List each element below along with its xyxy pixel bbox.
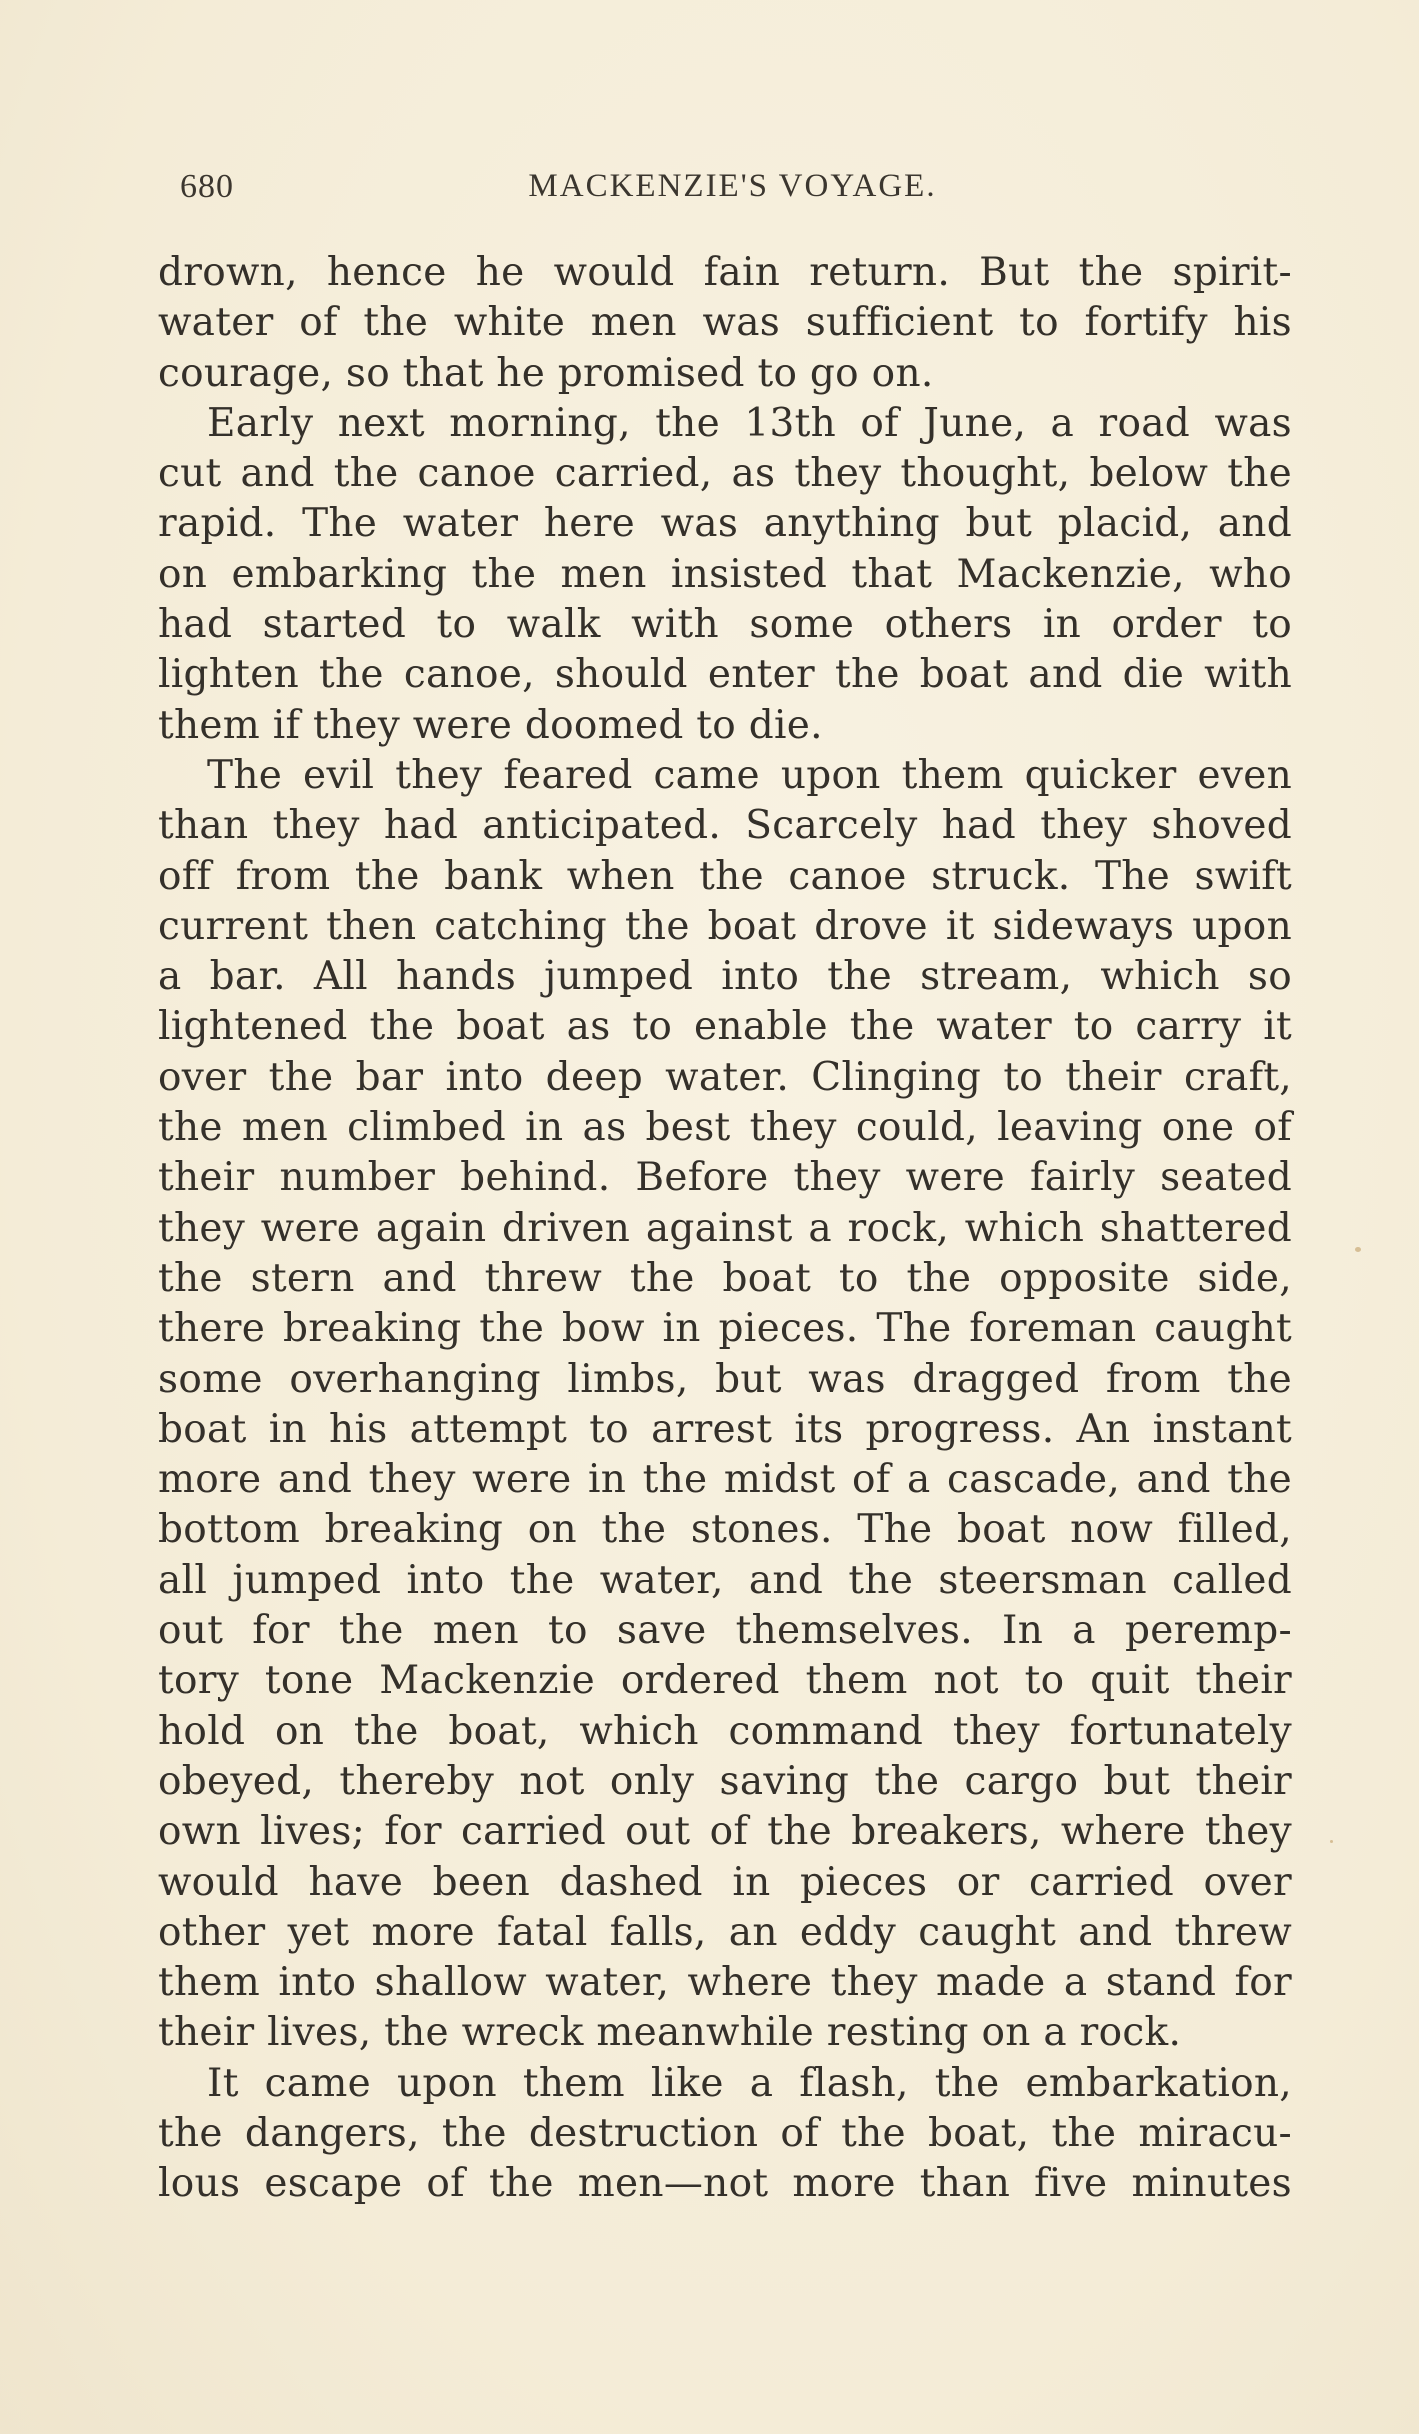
text-line: drown, hence he would fain return. But the spirit- (158, 250, 1292, 295)
page-number: 680 (180, 168, 234, 205)
text-line: would have been dashed in pieces or carried over (158, 1859, 1292, 1905)
text-line: than they had anticipated. Scarcely had they shoved (158, 803, 1292, 849)
paragraph (158, 399, 1292, 751)
text-line: a bar. All hands jumped into the stream, which so (158, 954, 1292, 1000)
text-line: rapid. The water here was anything but placid, and (158, 501, 1292, 547)
text-line: the dangers, the destruction of the boat, the miracu- (158, 2110, 1292, 2156)
running-title: MACKENZIE'S VOYAGE. (528, 168, 937, 204)
body-text (158, 248, 1292, 2210)
paper-speck (1355, 1247, 1361, 1252)
text-line: more and they were in the midst of a cascade, and the (158, 1457, 1292, 1503)
text-line: their lives, the wreck meanwhile resting on a rock. (158, 2010, 1182, 2056)
text-line: cut and the canoe carried, as they thought, below the (158, 451, 1292, 497)
text-line: The evil they feared came upon them quicker even (207, 752, 1292, 798)
paper-speck (1330, 1840, 1333, 1843)
text-line: off from the bank when the canoe struck. The swift (158, 853, 1292, 899)
text-line: other yet more fatal falls, an eddy caught and threw (158, 1909, 1292, 1955)
text-line: them into shallow water, where they made a stand for (158, 1960, 1292, 2006)
text-line: the stern and threw the boat to the opposite side, (158, 1255, 1292, 1301)
text-line: some overhanging limbs, but was dragged from the (158, 1356, 1292, 1402)
text-line: there breaking the bow in pieces. The foreman caught (158, 1306, 1292, 1352)
text-line: had started to walk with some others in order to (158, 602, 1292, 648)
paragraph (158, 2059, 1292, 2210)
text-line: lous escape of the men—not more than five minutes (158, 2161, 1292, 2207)
text-line: It came upon them like a flash, the embarkation, (207, 2060, 1292, 2106)
text-line: boat in his attempt to arrest its progress. An instant (158, 1406, 1292, 1452)
text-line: lightened the boat as to enable the water to carry it (158, 1004, 1292, 1050)
text-line: over the bar into deep water. Clinging to their craft, (158, 1054, 1292, 1100)
text-line: hold on the boat, which command they fortunately (158, 1708, 1292, 1754)
text-line: the men climbed in as best they could, leaving one of (158, 1105, 1292, 1151)
text-line: obeyed, thereby not only saving the cargo but their (158, 1758, 1292, 1804)
text-line: tory tone Mackenzie ordered them not to quit their (158, 1658, 1292, 1704)
text-line: them if they were doomed to die. (158, 702, 823, 748)
text-line: their number behind. Before they were fairly seated (158, 1155, 1292, 1201)
text-line: own lives; for carried out of the breakers, where they (158, 1809, 1292, 1855)
text-line: they were again driven against a rock, which shattered (158, 1205, 1292, 1251)
text-line: courage, so that he promised to go on. (158, 350, 934, 396)
text-line: lighten the canoe, should enter the boat and die with (158, 652, 1292, 698)
paragraph (158, 751, 1292, 2059)
text-line: on embarking the men insisted that Mackenzie, who (158, 551, 1292, 597)
text-line: out for the men to save themselves. In a peremp- (158, 1608, 1292, 1654)
paragraph (158, 248, 1292, 399)
text-line: bottom breaking on the stones. The boat now filled, (158, 1507, 1292, 1553)
text-line: all jumped into the water, and the steersman called (158, 1557, 1292, 1603)
text-line: Early next morning, the 13th of June, a road was (207, 400, 1292, 446)
running-head (180, 168, 1285, 220)
text-line: current then catching the boat drove it sideways upon (158, 903, 1292, 949)
text-line: water of the white men was sufficient to fortify his (158, 300, 1292, 346)
